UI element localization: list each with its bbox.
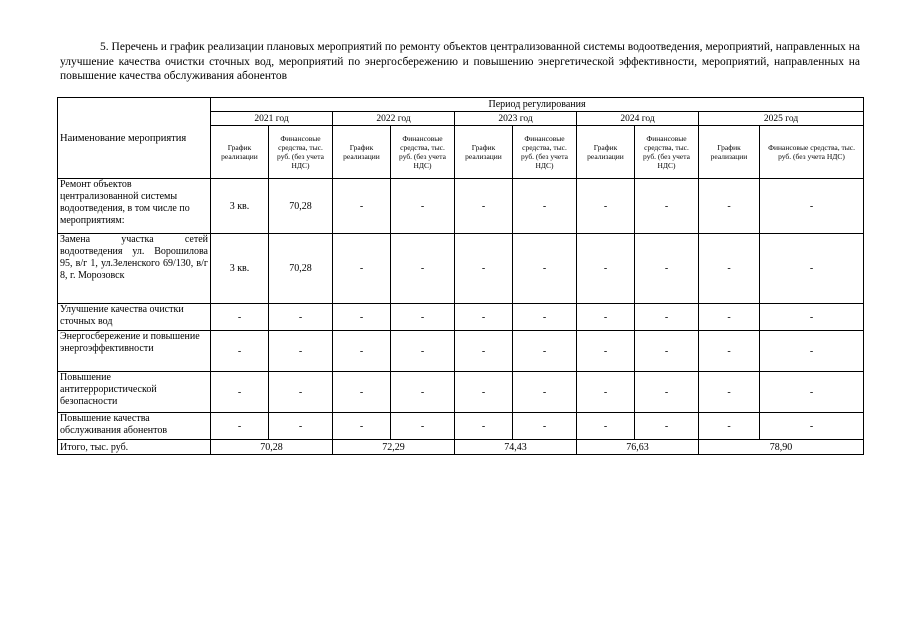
table-cell: -: [577, 179, 635, 234]
table-cell: -: [455, 331, 513, 372]
table-cell: -: [699, 179, 760, 234]
table-cell: -: [333, 304, 391, 331]
table-cell: -: [577, 372, 635, 413]
total-value: 72,29: [333, 440, 455, 455]
schedule-header: График реализации: [455, 126, 513, 179]
table-cell: -: [211, 304, 269, 331]
table-cell: -: [391, 372, 455, 413]
table-cell: -: [699, 372, 760, 413]
table-cell: -: [269, 304, 333, 331]
table-row: [58, 234, 864, 304]
table-cell: -: [455, 372, 513, 413]
table-cell: -: [577, 304, 635, 331]
table-cell: -: [211, 413, 269, 440]
table-row: [58, 372, 864, 413]
activity-name: Энергосбережение и повышение энергоэффективности: [58, 331, 211, 372]
table-cell: -: [269, 331, 333, 372]
table-cell: -: [391, 179, 455, 234]
total-value: 74,43: [455, 440, 577, 455]
section-heading-text: 5. Перечень и график реализации плановых мероприятий по ремонту объектов централизованной системы водоотведения, мероприятий, направленных на улучшение качества очистки сточных вод, мероприятий по энергосбережению и повышению энергетической эффективности, мероприятий, направленных на повышение качества обслуживания абонентов: [60, 41, 860, 82]
activity-name: Замена участка сетей водоотведения ул. Ворошилова 95, в/г 1, ул.Зеленского 69/130, в/г 8, г. Морозовск: [58, 234, 211, 304]
table-cell: -: [760, 304, 864, 331]
header-row-period: [58, 98, 864, 112]
finance-header: Финансовые средства, тыс. руб. (без учета НДС): [513, 126, 577, 179]
table-cell: -: [333, 179, 391, 234]
finance-header: Финансовые средства, тыс. руб. (без учета НДС): [391, 126, 455, 179]
table-cell: -: [635, 372, 699, 413]
table-cell: -: [455, 234, 513, 304]
year-header: 2021 год: [211, 112, 333, 126]
year-header: 2022 год: [333, 112, 455, 126]
table-cell: -: [513, 372, 577, 413]
table-cell: -: [513, 234, 577, 304]
activity-name: Повышение антитеррористической безопасности: [58, 372, 211, 413]
table-cell: -: [455, 179, 513, 234]
table-row: [58, 413, 864, 440]
table-cell: -: [513, 304, 577, 331]
table-cell: -: [699, 331, 760, 372]
table-cell: -: [333, 372, 391, 413]
table-cell: -: [699, 304, 760, 331]
table-cell: -: [577, 331, 635, 372]
table-cell: -: [391, 304, 455, 331]
activity-name: Повышение качества обслуживания абонентов: [58, 413, 211, 440]
table-cell: -: [333, 413, 391, 440]
table-cell: -: [635, 234, 699, 304]
table-row: [58, 179, 864, 234]
table-cell: -: [635, 413, 699, 440]
table-cell: -: [635, 179, 699, 234]
total-label: Итого, тыс. руб.: [58, 440, 211, 455]
table-cell: -: [760, 413, 864, 440]
schedule-header: График реализации: [577, 126, 635, 179]
year-header: 2024 год: [577, 112, 699, 126]
table-cell: -: [211, 372, 269, 413]
table-cell: -: [577, 413, 635, 440]
table-cell: -: [333, 331, 391, 372]
year-header: 2023 год: [455, 112, 577, 126]
table-cell: 3 кв.: [211, 179, 269, 234]
section-heading: [60, 40, 860, 84]
table-cell: -: [699, 413, 760, 440]
activity-name: Ремонт объектов централизованной системы водоотведения, в том числе по мероприятиям:: [58, 179, 211, 234]
plan-table: [57, 97, 864, 455]
table-cell: -: [269, 413, 333, 440]
total-value: 70,28: [211, 440, 333, 455]
total-row: [58, 440, 864, 455]
finance-header: Финансовые средства, тыс. руб. (без учета НДС): [760, 126, 864, 179]
schedule-header: График реализации: [211, 126, 269, 179]
finance-header: Финансовые средства, тыс. руб. (без учета НДС): [635, 126, 699, 179]
table-cell: -: [760, 179, 864, 234]
table-cell: -: [455, 413, 513, 440]
total-value: 76,63: [577, 440, 699, 455]
table-cell: -: [269, 372, 333, 413]
total-value: 78,90: [699, 440, 864, 455]
table-cell: -: [635, 304, 699, 331]
year-header: 2025 год: [699, 112, 864, 126]
table-cell: -: [455, 304, 513, 331]
schedule-header: График реализации: [333, 126, 391, 179]
table-cell: -: [760, 372, 864, 413]
period-header: Период регулирования: [211, 98, 864, 112]
table-cell: -: [391, 331, 455, 372]
table-cell: -: [760, 234, 864, 304]
table-cell: -: [333, 234, 391, 304]
finance-header: Финансовые средства, тыс. руб. (без учета НДС): [269, 126, 333, 179]
table-cell: -: [699, 234, 760, 304]
table-row: [58, 331, 864, 372]
table-cell: 70,28: [269, 179, 333, 234]
table-cell: 3 кв.: [211, 234, 269, 304]
table-cell: -: [391, 234, 455, 304]
table-cell: -: [513, 179, 577, 234]
table-cell: -: [577, 234, 635, 304]
table-cell: -: [760, 331, 864, 372]
table-cell: -: [513, 413, 577, 440]
table-cell: 70,28: [269, 234, 333, 304]
schedule-header: График реализации: [699, 126, 760, 179]
name-column-header: Наименование мероприятия: [58, 98, 211, 179]
table-row: [58, 304, 864, 331]
table-cell: -: [211, 331, 269, 372]
table-cell: -: [391, 413, 455, 440]
table-cell: -: [635, 331, 699, 372]
table-cell: -: [513, 331, 577, 372]
activity-name: Улучшение качества очистки сточных вод: [58, 304, 211, 331]
